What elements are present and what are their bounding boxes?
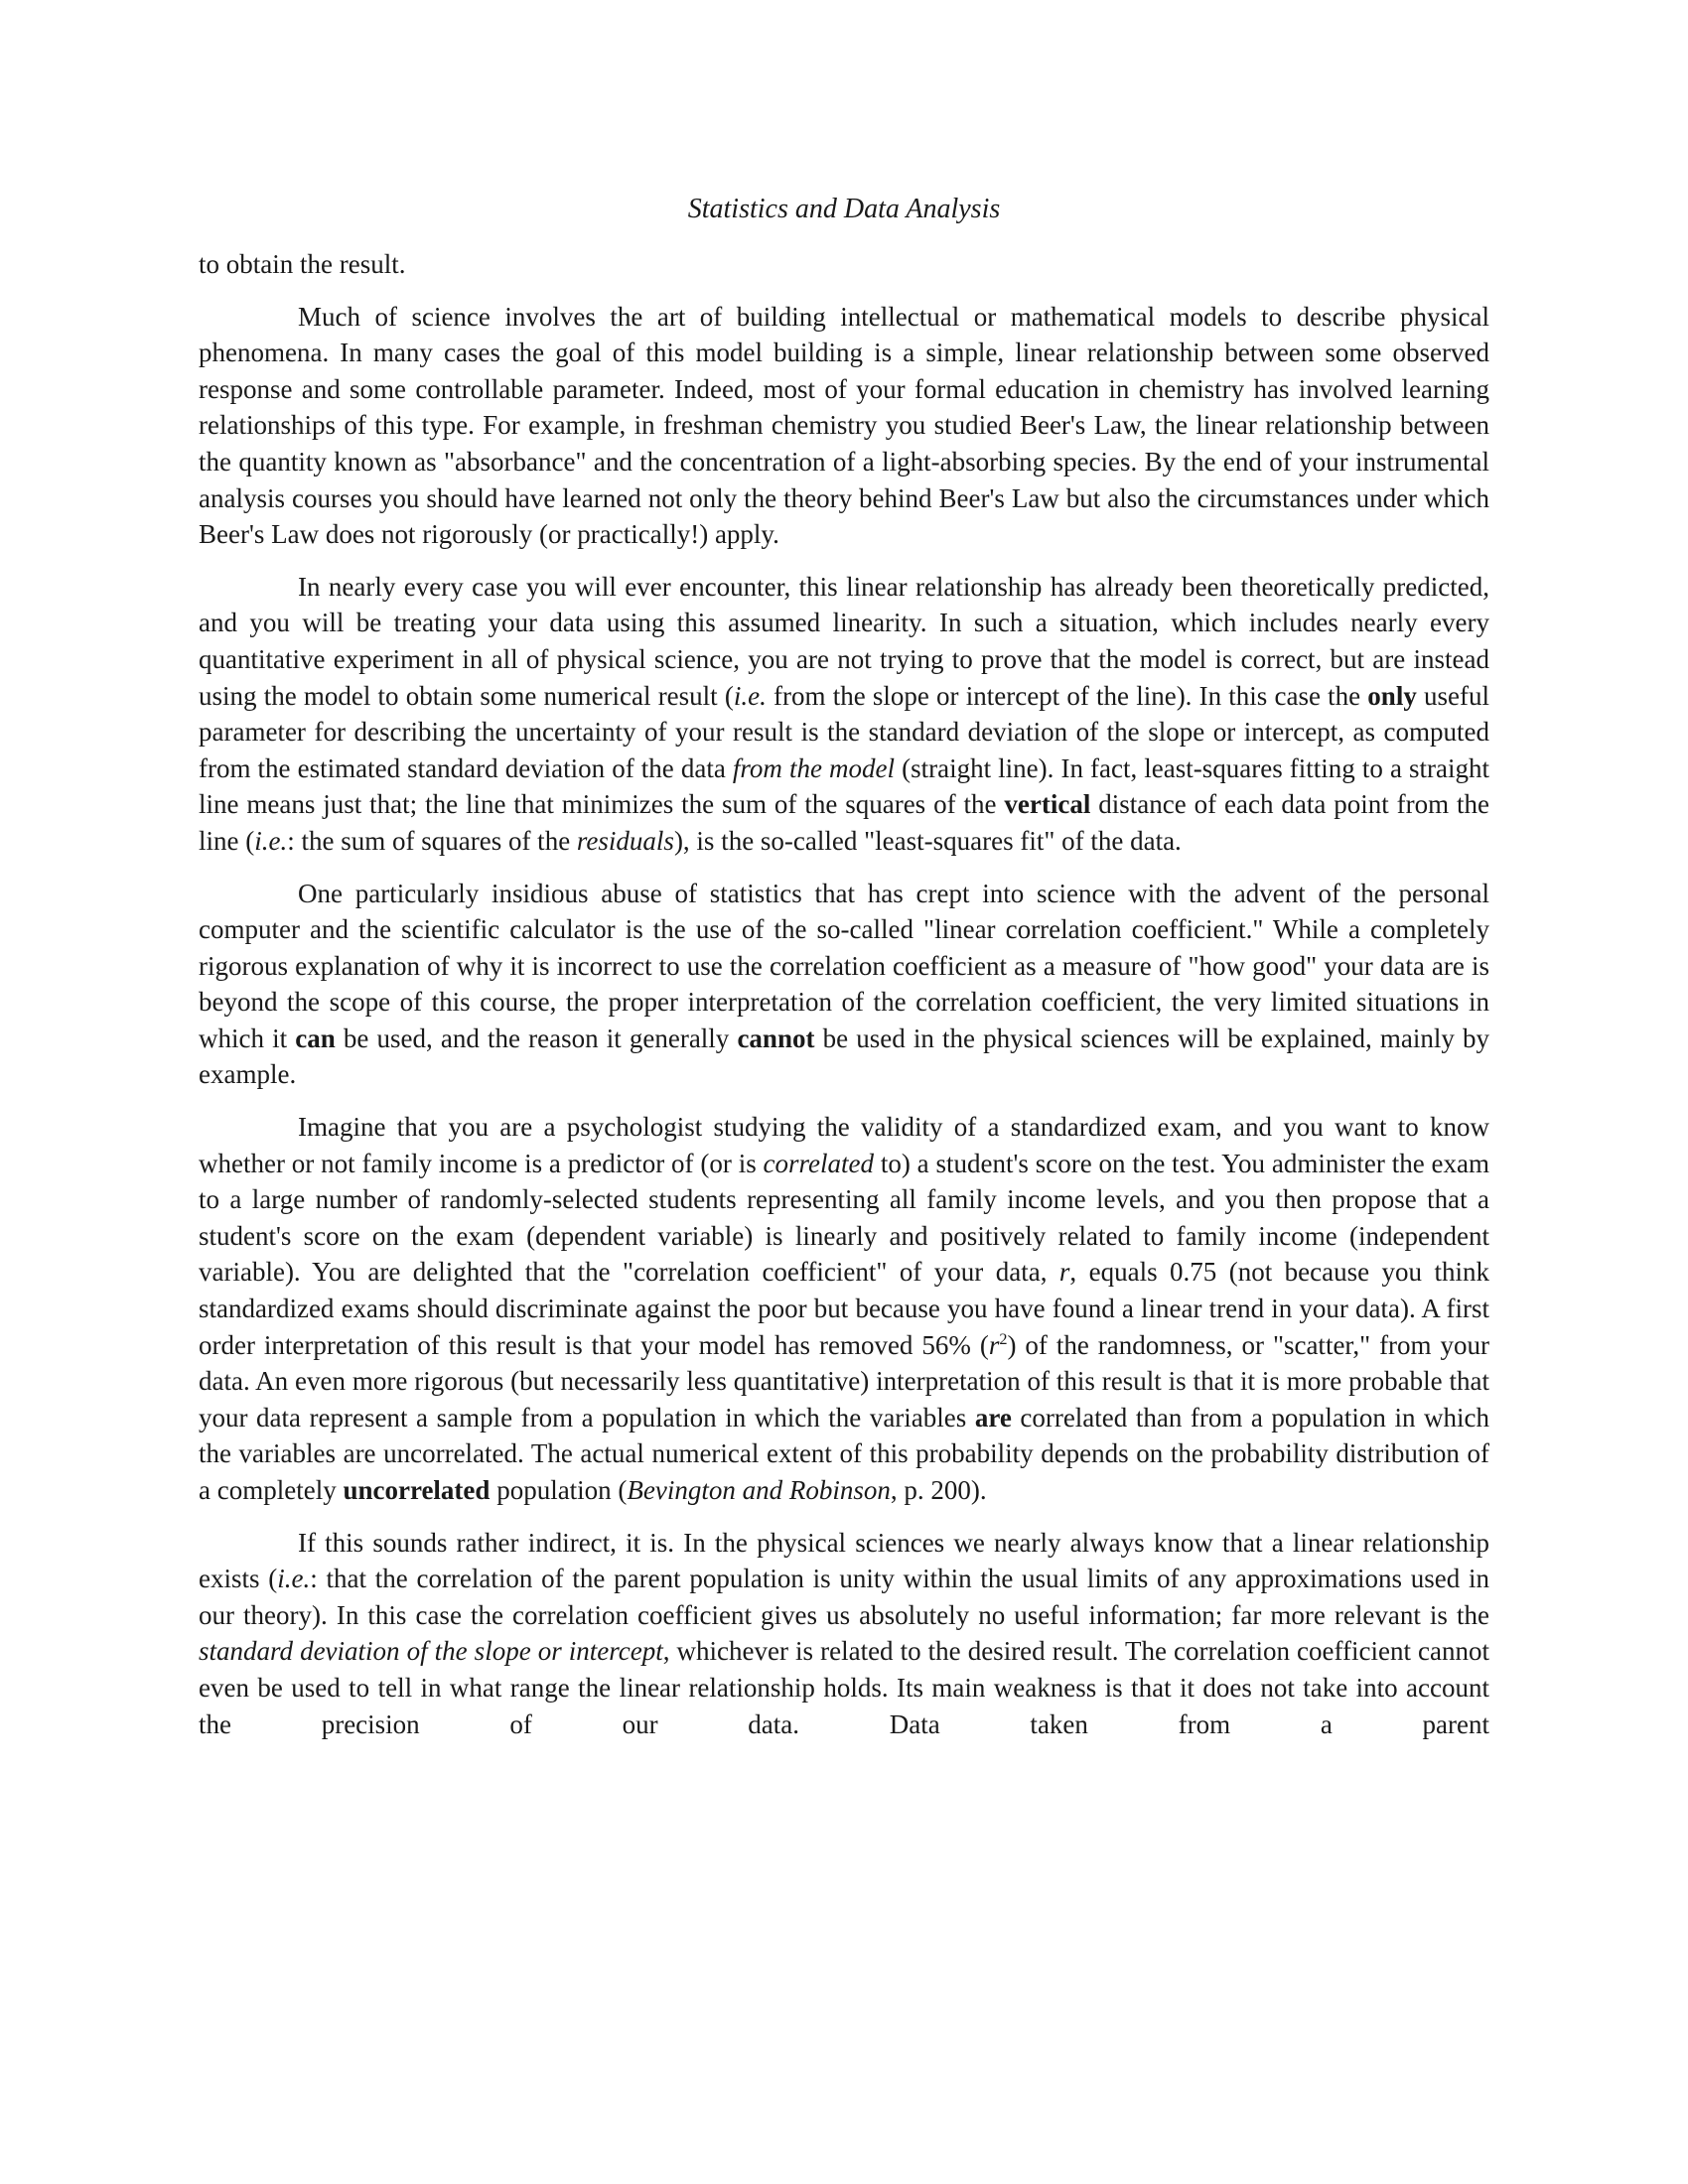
text-run: If this sounds rather indirect, it is. In the physical sciences we nearly always know that a linear relationship exists ( (199, 1527, 1489, 1594)
italic-run: i.e. (277, 1564, 311, 1594)
paragraph-correlation-abuse (199, 876, 1489, 1094)
text-run: useful parameter for describing the uncertainty of your result is the standard deviation of the slope or intercept, as computed from the estimated standard deviation of the data (199, 680, 1489, 783)
text-run: , p. 200). (890, 1475, 987, 1505)
text-run: to) a student's score on the test. You administer the exam to a large number of randomly-selected students representing all family income levels, and you then propose that a student's score on the exam (dependent variable) is linearly and positively related to family income (independent variable). You are delighted that the "correlation coefficient" of your data, (199, 1148, 1489, 1288)
italic-run: from the model (732, 752, 896, 783)
text-run: One particularly insidious abuse of statistics that has crept into science with the advent of the personal computer and the scientific calculator is the use of the so-called "linear correlation coefficient." While a completely rigorous explanation of why it is incorrect to use the correlation coefficient as a measure of "how good" your data are is beyond the scope of this course, the proper interpretation of the correlation coefficient, the very limited situations in which it (199, 878, 1489, 1053)
text-run: Imagine that you are a psychologist studying the validity of a standardized exam, and you want to know whether or not family income is a predictor of (or is (199, 1112, 1489, 1178)
paragraph-models (199, 299, 1489, 553)
text-run: In nearly every case you will ever encounter, this linear relationship has already been theoretically predicted, and you will be treating your data using this assumed linearity. In such a situation, which includes nearly every quantitative experiment in all of physical science, you are not trying to prove that the model is correct, but are instead using the model to obtain some numerical result ( (199, 571, 1489, 711)
bold-run: vertical (1004, 789, 1091, 820)
text-run: (straight line). In fact, least-squares fitting to a straight line means just that; the line that minimizes the sum of the squares of the (199, 752, 1489, 820)
italic-run: i.e. (733, 680, 767, 711)
text-run: correlated than from a population in which the variables are uncorrelated. The actual numerical extent of this probability depends on the probability distribution of a completely (199, 1402, 1489, 1505)
text-run: distance of each data point from the line ( (199, 789, 1489, 856)
text-run: ) of the randomness, or "scatter," from your data. An even more rigorous (but necessarily less quantitative) interpretation of this result is that it is more probable that your data represent a sample from a population in which the variables (199, 1329, 1490, 1433)
bold-run: uncorrelated (343, 1475, 491, 1505)
text-run: , whichever is related to the desired result. The correlation coefficient cannot even be used to tell in what range the linear relationship holds. Its main weakness is that it does not take into account the precision of our data. Data taken from a parent (199, 1636, 1489, 1739)
text-run: Much of science involves the art of building intellectual or mathematical models to describe physical phenomena. In many cases the goal of this model building is a simple, linear relationship between some observed response and some controllable parameter. Indeed, most of your formal education in chemistry has involved learning relationships of this type. For example, in freshman chemistry you studied Beer's Law, the linear relationship between the quantity known as "absorbance" and the concentration of a light-absorbing species. By the end of your instrumental analysis courses you should have learned not only the theory behind Beer's Law but also the circumstances under which Beer's Law does not rigorously (or practically!) apply. (199, 301, 1489, 550)
paragraph-continuation (199, 246, 1489, 283)
italic-run: standard deviation of the slope or intercept (199, 1636, 663, 1667)
italic-run: r (988, 1329, 1000, 1360)
italic-run: residuals (576, 825, 674, 856)
running-head: Statistics and Data Analysis (687, 194, 1001, 224)
italic-run: Bevington and Robinson (627, 1475, 891, 1505)
italic-run: r (1058, 1257, 1070, 1288)
bold-run: only (1367, 680, 1417, 711)
text-run: ), is the so-called "least-squares fit" of the data. (673, 825, 1182, 856)
text-run: , equals 0.75 (not because you think standardized exams should discriminate against the poor but because you have found a linear trend in your data). A first order interpretation of this result is that your model has removed 56% ( (199, 1257, 1489, 1360)
italic-run: correlated (763, 1148, 875, 1178)
text-run: be used, and the reason it generally (335, 1023, 738, 1053)
text-run: : that the correlation of the parent population is unity within the usual limits of any approximations used in our theory). In this case the correlation coefficient gives us absolutely no useful information; far more relevant is the (199, 1564, 1489, 1630)
body-text (199, 246, 1489, 1742)
paragraph-psychologist-example (199, 1109, 1489, 1509)
text-run: : the sum of squares of the (287, 825, 577, 856)
bold-run: are (974, 1402, 1012, 1433)
paragraph-indirect (199, 1525, 1489, 1743)
text-run: from the slope or intercept of the line). In this case the (766, 680, 1368, 711)
text-run: population ( (490, 1475, 628, 1505)
text-run: be used in the physical sciences will be explained, mainly by example. (199, 1023, 1490, 1090)
text-run: to obtain the result. (199, 249, 406, 279)
bold-run: cannot (737, 1023, 815, 1053)
bold-run: can (295, 1023, 336, 1053)
italic-run: i.e. (254, 825, 288, 856)
paragraph-linear-relationship (199, 569, 1489, 860)
superscript: 2 (999, 1329, 1008, 1348)
